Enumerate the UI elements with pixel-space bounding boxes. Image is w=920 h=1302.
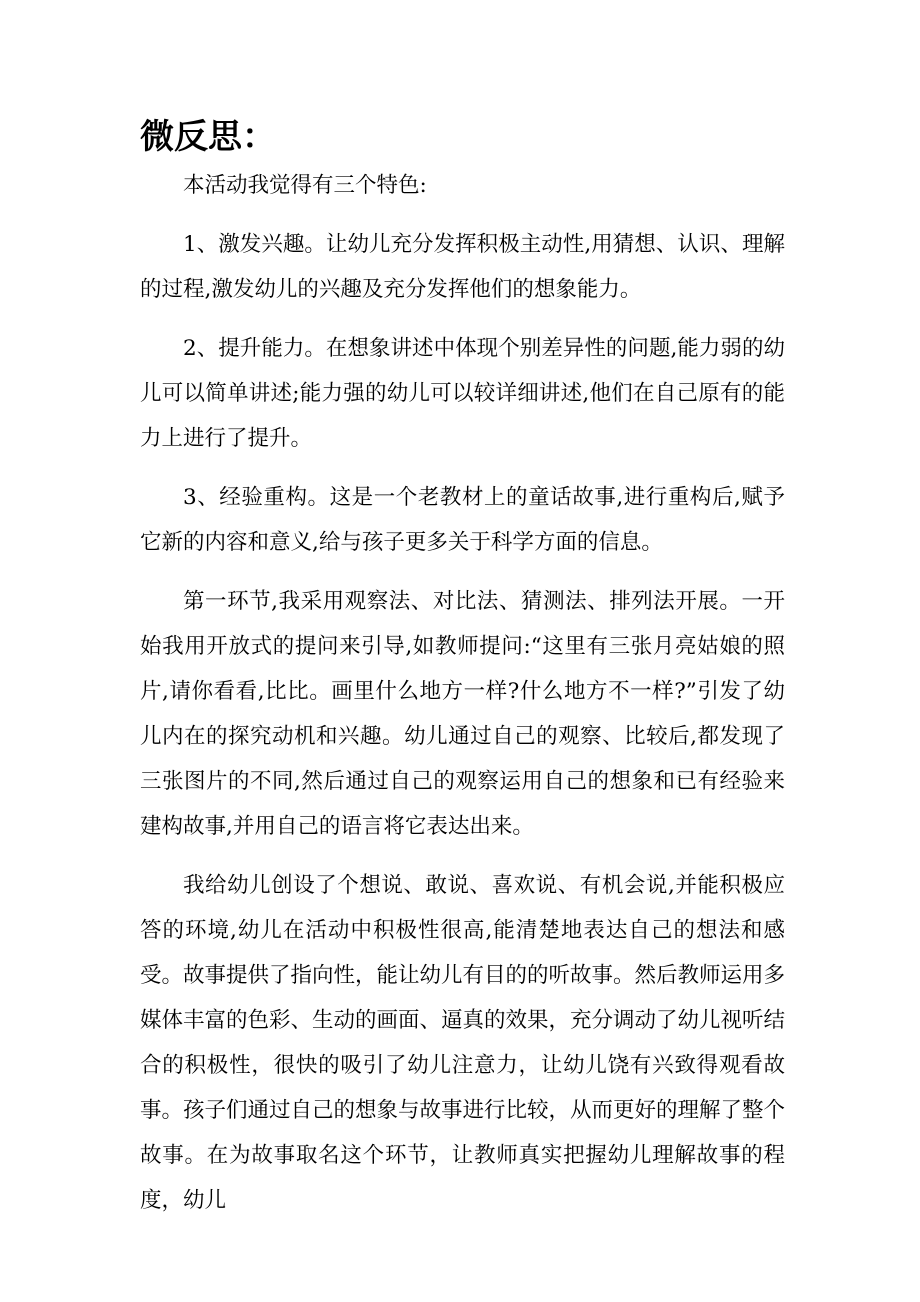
paragraph-section-2: 我给幼儿创设了个想说、敢说、喜欢说、有机会说,并能积极应答的环境,幼儿在活动中积极性很高,能清楚地表达自己的想法和感受。故事提供了指向性，能让幼儿有目的的听故事。然后教师运用多媒体丰富的色彩、生动的画面、逼真的效果，充分调动了幼儿视听结合的积极性，很快的吸引了幼儿注意力，让幼儿饶有兴致得观看故事。孩子们通过自己的想象与故事进行比较，从而更好的理解了整个故事。在为故事取名这个环节，让教师真实把握幼儿理解故事的程度，幼儿 [140,873,786,1213]
paragraph-intro: 本活动我觉得有三个特色: [183,173,427,198]
document-title: 微反思： [140,117,276,157]
paragraph-feature-3: 3、经验重构。这是一个老教材上的童话故事,进行重构后,赋予它新的内容和意义,给与孩子更多关于科学方面的信息。 [140,485,785,555]
paragraph-feature-1: 1、激发兴趣。让幼儿充分发挥积极主动性,用猜想、认识、理解的过程,激发幼儿的兴趣及充分发挥他们的想象能力。 [140,232,785,302]
document-body [140,163,785,1223]
paragraph-feature-2: 2、提升能力。在想象讲述中体现个别差异性的问题,能力弱的幼儿可以简单讲述;能力强的幼儿可以较详细讲述,他们在自己原有的能力上进行了提升。 [140,336,785,451]
paragraph-section-1: 第一环节,我采用观察法、对比法、猜测法、排列法开展。一开始我用开放式的提问来引导,如教师提问:“这里有三张月亮姑娘的照片,请你看看,比比。画里什么地方一样?什么地方不一样?”引发了幼儿内在的探究动机和兴趣。幼儿通过自己的观察、比较后,都发现了三张图片的不同,然后通过自己的观察运用自己的想象和已有经验来建构故事,并用自己的语言将它表达出来。 [140,589,785,839]
